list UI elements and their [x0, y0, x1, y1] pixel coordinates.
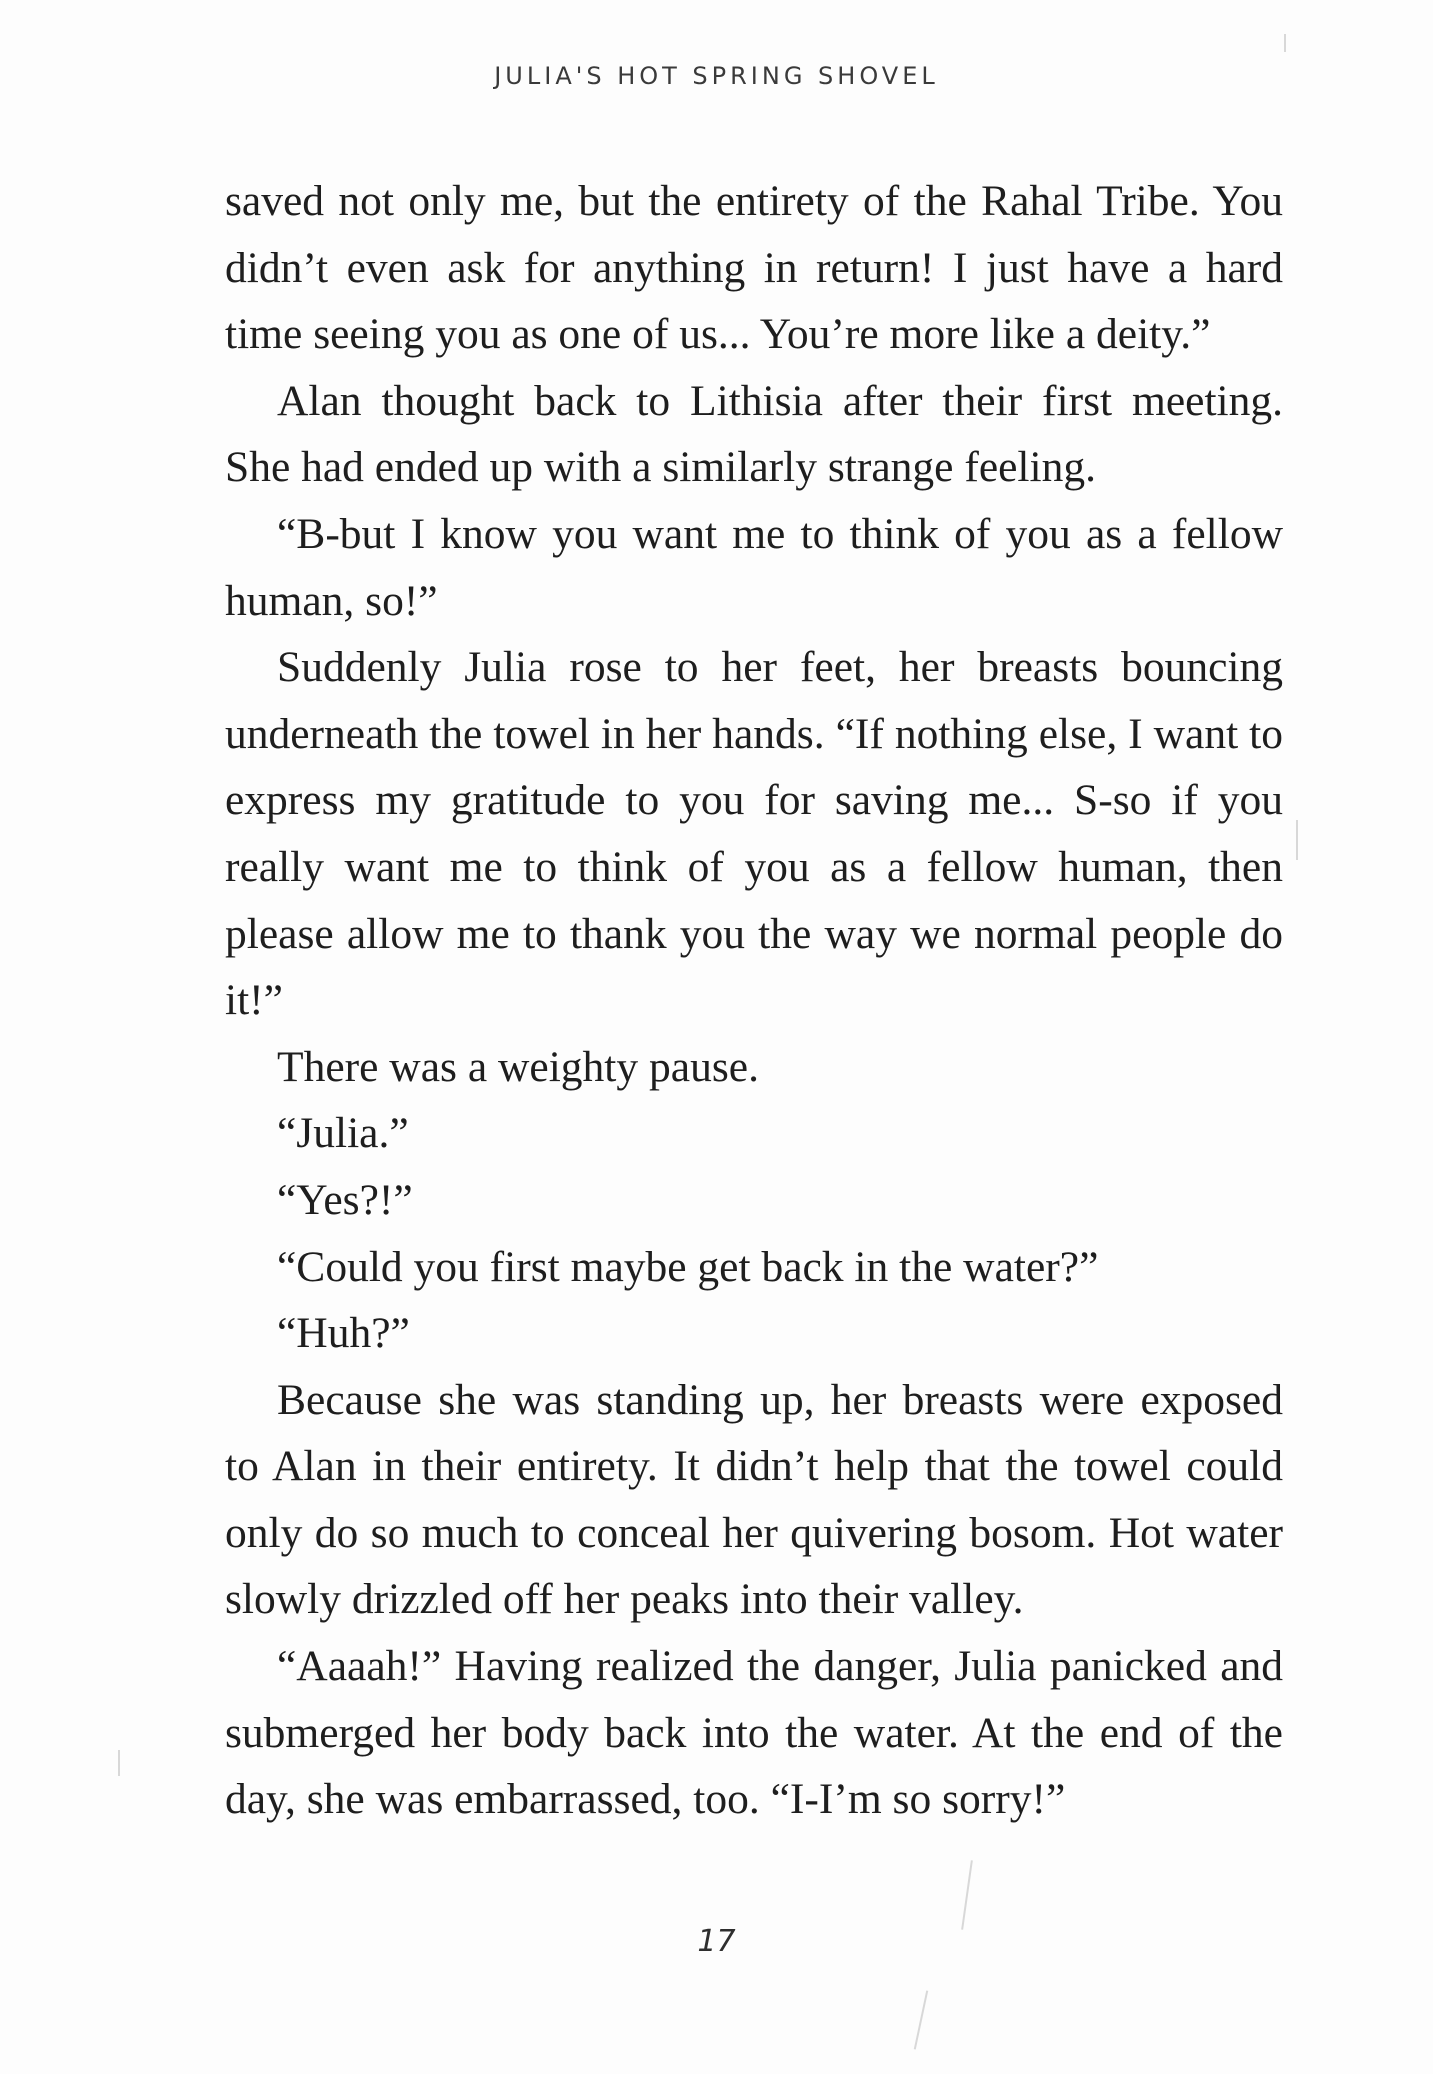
paragraph: Alan thought back to Lithisia after their first meeting. She had ended up with a similarly strange feeling. [225, 376, 1283, 492]
paragraph: saved not only me, but the entirety of the Rahal Tribe. You didn’t even ask for anything in return! I just have a hard time seeing you as one of us... You’re more like a deity.” [225, 177, 1283, 359]
scan-artifact [961, 1860, 973, 1930]
scan-artifact [1284, 34, 1286, 52]
paragraph: “Aaaah!” Having realized the danger, Julia panicked and submerged her body back into the water. At the end of the day, she was embarrassed, too. “I-I’m so sorry!” [225, 1642, 1283, 1824]
scan-artifact [1296, 820, 1298, 860]
scan-artifact [118, 1750, 120, 1776]
body-text [225, 168, 1283, 1833]
paragraph: There was a weighty pause. [277, 1042, 759, 1091]
page-number: 17 [697, 1924, 736, 1959]
paragraph: Because she was standing up, her breasts were exposed to Alan in their entirety. It didn’t help that the towel could only do so much to conceal her quivering bosom. Hot water slowly drizzled off her peaks into their valley. [225, 1375, 1283, 1624]
running-head: JULIA'S HOT SPRING SHOVEL [494, 62, 939, 90]
scan-artifact [914, 1990, 928, 2049]
paragraph: “Julia.” [277, 1109, 409, 1158]
paragraph: “B-but I know you want me to think of you as a fellow human, so!” [225, 509, 1283, 625]
paragraph: “Yes?!” [277, 1175, 413, 1224]
paragraph: “Huh?” [277, 1309, 410, 1358]
paragraph: “Could you first maybe get back in the water?” [277, 1242, 1099, 1291]
paragraph: Suddenly Julia rose to her feet, her breasts bouncing underneath the towel in her hands. “If nothing else, I want to express my gratitude to you for saving me... S-so if you really want me to think of you as a fellow human, then please allow me to thank you the way we normal people do it!” [225, 643, 1283, 1025]
